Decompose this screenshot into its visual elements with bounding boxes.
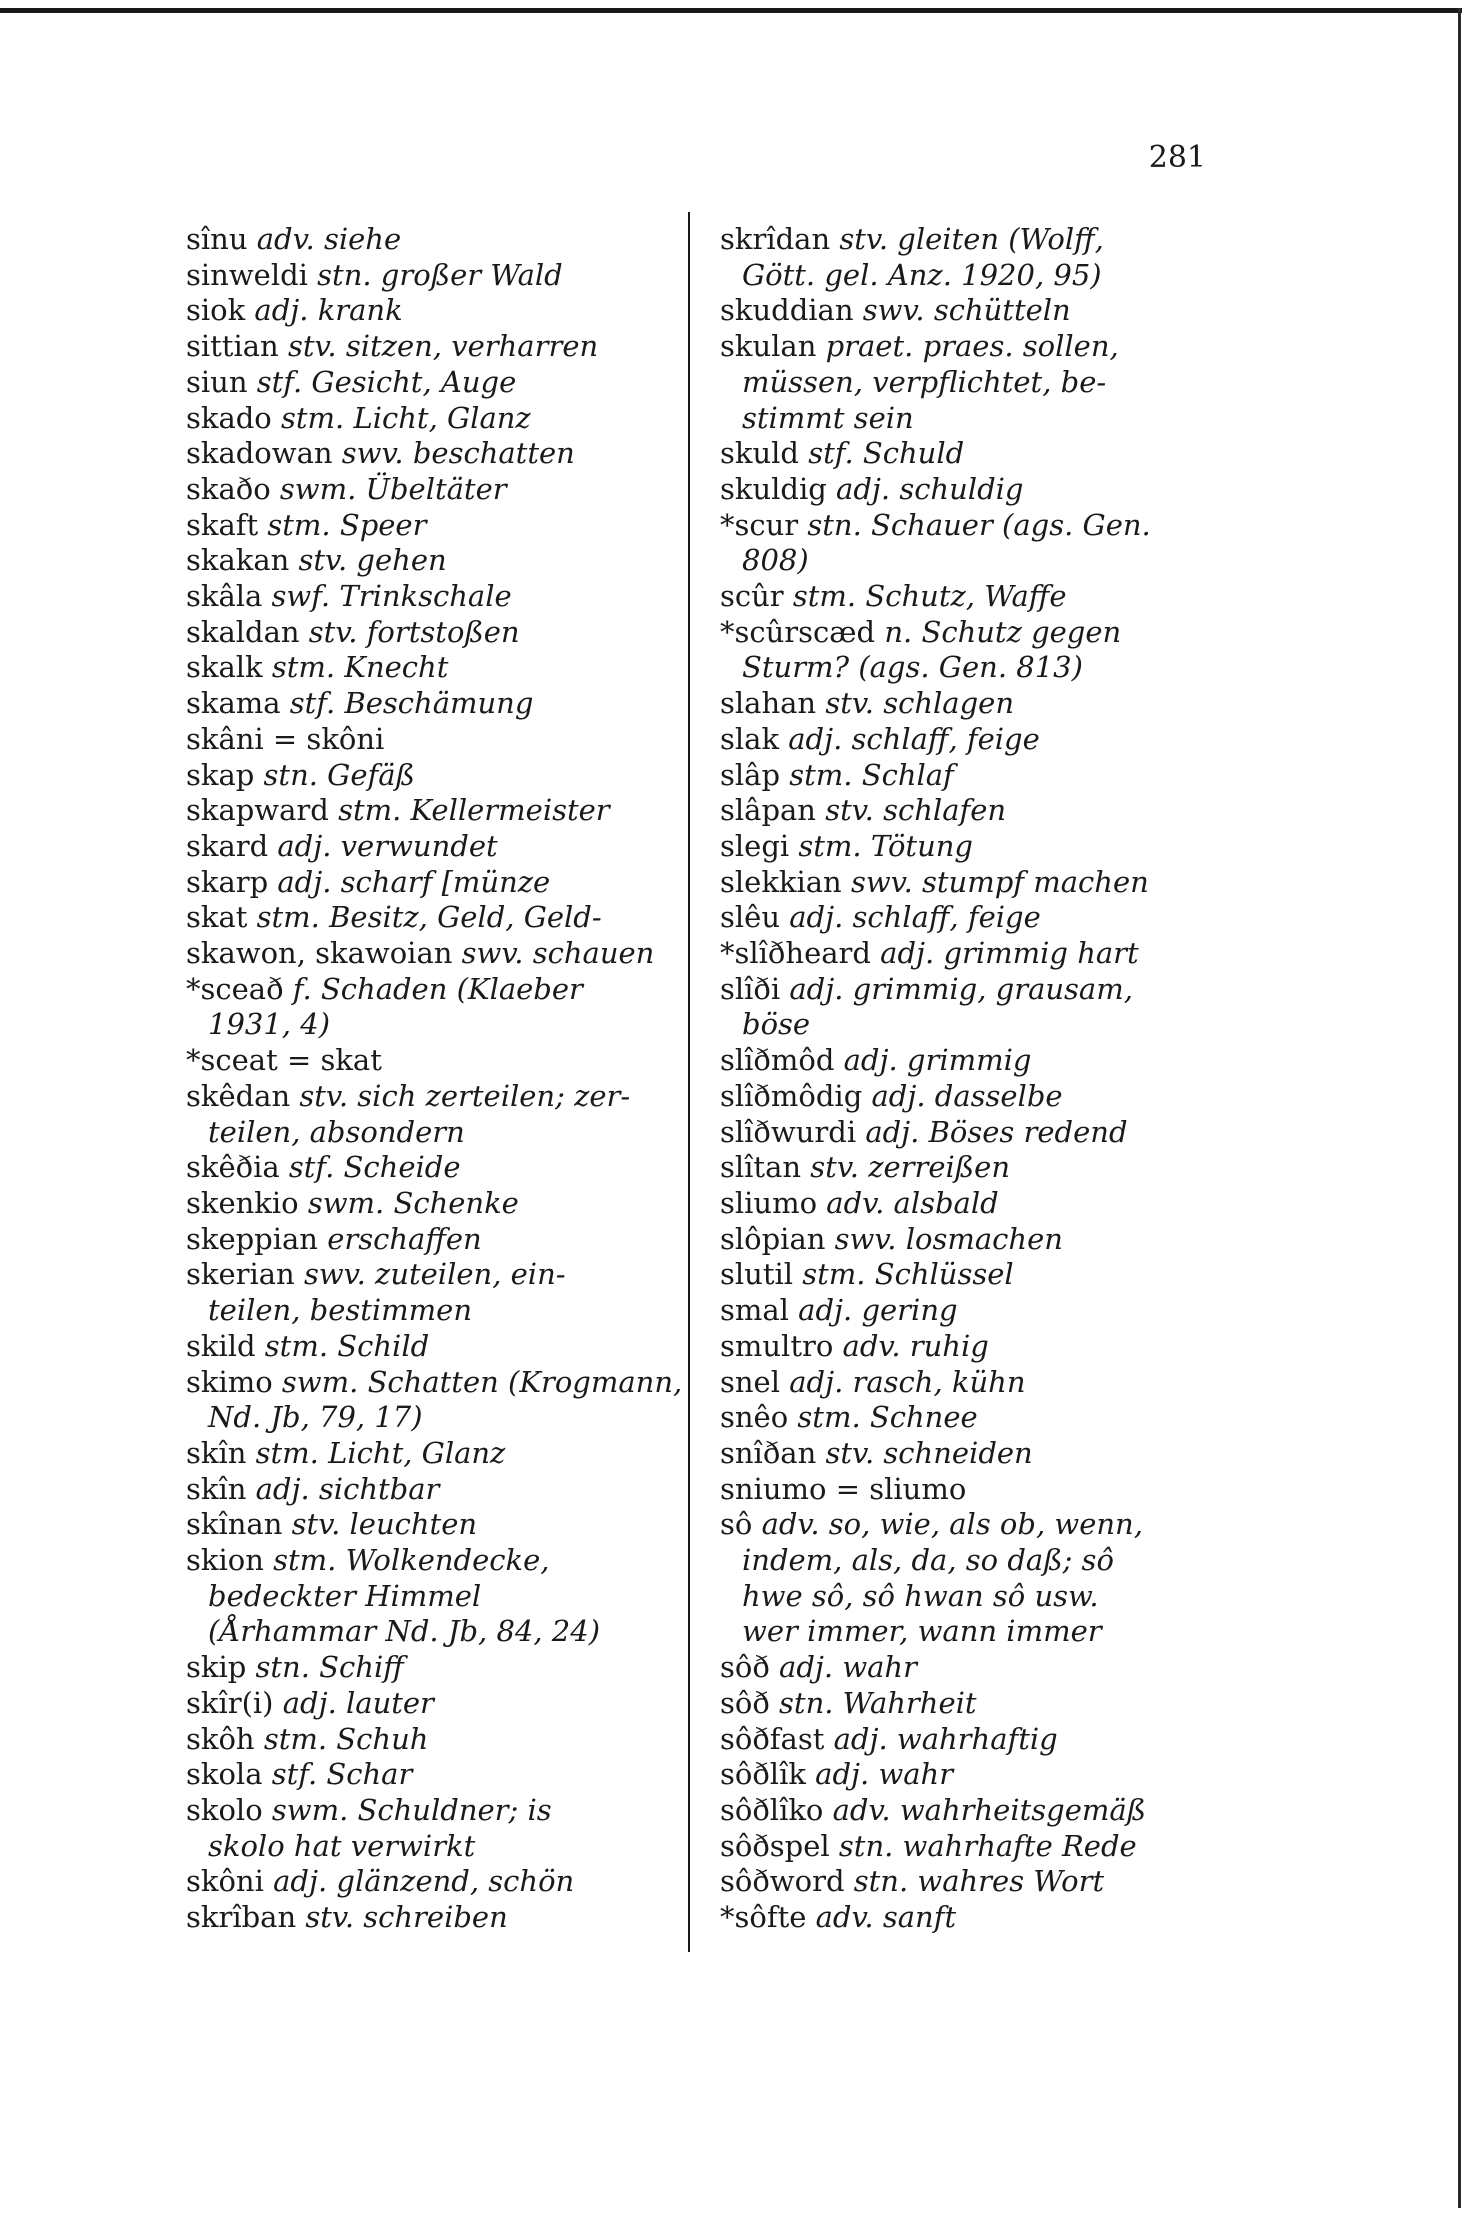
entry-headword: sôðlîk (720, 1757, 806, 1792)
page-number: 281 (1148, 140, 1206, 175)
entry-gloss: swm. Schuldner; is skolo hat verwirkt (208, 1792, 552, 1863)
dictionary-entry (186, 615, 686, 651)
entry-headword: *scûrscæd (720, 614, 876, 649)
dictionary-entry (720, 865, 1230, 901)
entry-headword: smultro (720, 1328, 834, 1363)
entry-headword: skap (186, 757, 255, 792)
entry-gloss: stv. zerreißen (810, 1150, 1011, 1185)
entry-headword: skild (186, 1328, 256, 1363)
dictionary-entry (186, 829, 686, 865)
entry-headword: sôð (720, 1685, 770, 1720)
entry-gloss: swv. zuteilen, ein- teilen, bestimmen (208, 1257, 566, 1328)
entry-headword: slahan (720, 686, 817, 721)
entry-gloss: stm. Schlüssel (802, 1257, 1014, 1292)
entry-gloss: adj. glänzend, schön (273, 1864, 575, 1899)
entry-gloss: swm. Schatten (Krogmann, Nd. Jb, 79, 17) (208, 1364, 683, 1435)
dictionary-entry (186, 472, 686, 508)
dictionary-entry (720, 758, 1230, 794)
dictionary-entry (186, 401, 686, 437)
dictionary-entry (720, 722, 1230, 758)
dictionary-entry (186, 865, 686, 901)
entry-headword: slôpian (720, 1221, 826, 1256)
entry-headword: skaft (186, 507, 259, 542)
entry-gloss: stf. Schuld (808, 436, 965, 471)
entry-gloss: stm. Schild (264, 1328, 430, 1363)
dictionary-entry (186, 1900, 686, 1936)
entry-headword: skôni (186, 1864, 264, 1899)
entry-headword: slîðmôdig (720, 1078, 863, 1113)
dictionary-entry (186, 1222, 686, 1258)
dictionary-entry (720, 293, 1230, 329)
entry-headword: slutil (720, 1257, 794, 1292)
entry-gloss: stn. großer Wald (317, 257, 563, 292)
entry-gloss: adj. krank (254, 293, 403, 328)
entry-headword: sôðword (720, 1864, 845, 1899)
entry-headword: skapward (186, 793, 329, 828)
entry-headword: skuld (720, 436, 799, 471)
dictionary-entry (720, 1757, 1230, 1793)
dictionary-entry (720, 1436, 1230, 1472)
entry-gloss: adj. rasch, kühn (789, 1364, 1026, 1399)
dictionary-entry (186, 543, 686, 579)
entry-gloss: adj. gering (798, 1293, 958, 1328)
dictionary-entry (186, 293, 686, 329)
entry-gloss: swv. schauen (461, 936, 655, 971)
dictionary-entry (720, 793, 1230, 829)
entry-gloss: adj. wahrhaftig (833, 1721, 1058, 1756)
entry-headword: *slîðheard (720, 936, 871, 971)
entry-gloss: adv. siehe (256, 222, 402, 256)
entry-headword: siun (186, 364, 248, 399)
dictionary-entry (720, 1043, 1230, 1079)
dictionary-entry (720, 615, 1230, 686)
dictionary-entry (186, 1079, 686, 1150)
entry-gloss: swf. Trinkschale (271, 579, 512, 614)
dictionary-entry (186, 579, 686, 615)
entry-gloss: adv. ruhig (842, 1328, 989, 1363)
entry-headword: *sceað (186, 971, 284, 1006)
entry-gloss: adj. grimmig, grausam, böse (742, 971, 1133, 1042)
dictionary-entry (186, 329, 686, 365)
entry-gloss: swm. Schenke (307, 1185, 519, 1220)
entry-gloss: adj. schuldig (836, 471, 1024, 506)
dictionary-entry (186, 722, 686, 758)
dictionary-entry (720, 686, 1230, 722)
entry-gloss: adj. dasselbe (871, 1078, 1063, 1113)
entry-gloss: stv. schlagen (825, 686, 1014, 721)
dictionary-entry (720, 1864, 1230, 1900)
entry-headword: skola (186, 1757, 263, 1792)
entry-gloss: stm. Schnee (797, 1400, 978, 1435)
dictionary-entry (720, 1115, 1230, 1151)
entry-headword: skrîban (186, 1900, 297, 1935)
dictionary-entry (720, 222, 1230, 293)
entry-gloss: stn. wahres Wort (853, 1864, 1105, 1899)
dictionary-entry (720, 1222, 1230, 1258)
dictionary-entry (186, 258, 686, 294)
entry-headword: *sceat = skat (186, 1043, 382, 1078)
entry-gloss: adv. alsbald (826, 1185, 999, 1220)
dictionary-entry (720, 579, 1230, 615)
entry-gloss: stv. leuchten (291, 1507, 478, 1542)
entry-headword: skarp (186, 864, 269, 899)
entry-gloss: stm. Wolkendecke, bedeckter Himmel (Århammar Nd. Jb, 84, 24) (208, 1543, 601, 1649)
dictionary-entry (720, 900, 1230, 936)
entry-headword: siok (186, 293, 246, 328)
entry-gloss: stm. Besitz, Geld, Geld- (256, 900, 602, 935)
entry-headword: slak (720, 721, 780, 756)
entry-headword: sniumo = sliumo (720, 1471, 967, 1506)
entry-gloss: stm. Schlaf (789, 757, 954, 792)
entry-headword: skîn (186, 1435, 247, 1470)
entry-gloss: stm. Schutz, Waffe (792, 579, 1067, 614)
page-right-edge (1458, 8, 1461, 2208)
entry-headword: skion (186, 1543, 264, 1578)
dictionary-entry (186, 1722, 686, 1758)
dictionary-entry (720, 1079, 1230, 1115)
dictionary-entry (720, 1650, 1230, 1686)
entry-gloss: stf. Gesicht, Auge (256, 364, 517, 399)
dictionary-entry (186, 1186, 686, 1222)
dictionary-entry (720, 1900, 1230, 1936)
entry-gloss: stm. Speer (267, 507, 427, 542)
entry-headword: skuddian (720, 293, 854, 328)
dictionary-entry (720, 1507, 1230, 1650)
dictionary-entry (186, 972, 686, 1043)
dictionary-entry (720, 329, 1230, 436)
entry-gloss: stv. sich zerteilen; zer- teilen, absondern (208, 1078, 631, 1149)
dictionary-entry (720, 829, 1230, 865)
entry-gloss: adj. lauter (282, 1685, 434, 1720)
entry-gloss: f. Schaden (Klaeber 1931, 4) (208, 971, 583, 1042)
entry-gloss: stm. Licht, Glanz (255, 1435, 506, 1470)
entry-gloss: swv. stumpf machen (850, 864, 1149, 899)
entry-headword: slâp (720, 757, 781, 792)
entry-gloss: stv. schneiden (825, 1435, 1033, 1470)
entry-gloss: erschaffen (327, 1221, 482, 1256)
entry-headword: slîðwurdi (720, 1114, 857, 1149)
entry-gloss: stf. Schar (271, 1757, 413, 1792)
entry-gloss: stm. Schuh (263, 1721, 429, 1756)
page-top-edge (0, 8, 1462, 13)
dictionary-entry (186, 1507, 686, 1543)
entry-headword: skeppian (186, 1221, 318, 1256)
entry-headword: sînu (186, 222, 248, 256)
entry-gloss: stv. sitzen, verharren (287, 329, 599, 364)
dictionary-entry (186, 1329, 686, 1365)
dictionary-entry (720, 1329, 1230, 1365)
entry-gloss: swv. beschatten (341, 436, 575, 471)
entry-headword: skâla (186, 579, 263, 614)
entry-headword: skînan (186, 1507, 283, 1542)
dictionary-entry (186, 1257, 686, 1328)
dictionary-entry (186, 1043, 686, 1079)
entry-headword: skimo (186, 1364, 273, 1399)
dictionary-entry (186, 758, 686, 794)
entry-gloss: adv. sanft (815, 1900, 957, 1935)
entry-gloss: adj. schlaff, feige (789, 900, 1041, 935)
entry-headword: snîðan (720, 1435, 817, 1470)
entry-headword: skat (186, 900, 248, 935)
dictionary-entry (186, 1472, 686, 1508)
entry-headword: sôðlîko (720, 1792, 824, 1827)
entry-headword: skip (186, 1650, 247, 1685)
entry-gloss: stf. Beschämung (289, 686, 534, 721)
entry-headword: skenkio (186, 1185, 299, 1220)
dictionary-entry (720, 1722, 1230, 1758)
entry-gloss: stn. Schauer (ags. Gen. 808) (742, 507, 1151, 578)
dictionary-entry (186, 1793, 686, 1864)
entry-headword: sinweldi (186, 257, 308, 292)
entry-headword: skakan (186, 543, 290, 578)
dictionary-entry (186, 1686, 686, 1722)
entry-gloss: stm. Licht, Glanz (281, 400, 531, 435)
entry-gloss: adj. sichtbar (255, 1471, 440, 1506)
entry-gloss: stm. Kellermeister (338, 793, 610, 828)
entry-gloss: adj. schlaff, feige (788, 721, 1040, 756)
entry-headword: slîtan (720, 1150, 802, 1185)
entry-headword: skrîdan (720, 222, 831, 256)
entry-gloss: stn. Schiff (255, 1650, 404, 1685)
entry-headword: slîðmôd (720, 1043, 835, 1078)
entry-headword: snel (720, 1364, 780, 1399)
entry-headword: skerian (186, 1257, 295, 1292)
entry-headword: skalk (186, 650, 263, 685)
dictionary-entry (186, 1150, 686, 1186)
entry-headword: skama (186, 686, 281, 721)
entry-headword: *sôfte (720, 1900, 807, 1935)
dictionary-entry (186, 793, 686, 829)
entry-gloss: stv. schlafen (825, 793, 1007, 828)
entry-gloss: stm. Knecht (271, 650, 449, 685)
entry-headword: slegi (720, 828, 790, 863)
entry-gloss: adj. grimmig hart (880, 936, 1139, 971)
dictionary-entry (186, 1757, 686, 1793)
entry-gloss: swv. schütteln (862, 293, 1071, 328)
entry-gloss: stm. Tötung (798, 828, 973, 863)
dictionary-entry (720, 1686, 1230, 1722)
entry-headword: slekkian (720, 864, 842, 899)
dictionary-entry (186, 686, 686, 722)
dictionary-entry (720, 1793, 1230, 1829)
entry-headword: skîr(i) (186, 1685, 274, 1720)
entry-headword: skêðia (186, 1150, 280, 1185)
entry-headword: skâni = skôni (186, 721, 385, 756)
entry-gloss: stv. fortstoßen (308, 614, 520, 649)
dictionary-entry (720, 1365, 1230, 1401)
entry-gloss: stv. gehen (298, 543, 447, 578)
entry-headword: slêu (720, 900, 780, 935)
entry-headword: scûr (720, 579, 784, 614)
right-column (720, 222, 1230, 1936)
entry-headword: sittian (186, 329, 279, 364)
entry-gloss: adv. so, wie, als ob, wenn, indem, als, da, so daß; sô hwe sô, sô hwan sô usw. wer immer, wann immer (742, 1507, 1143, 1649)
dictionary-entry (720, 1293, 1230, 1329)
entry-headword: skadowan (186, 436, 333, 471)
entry-gloss: n. Schutz gegen Sturm? (ags. Gen. 813) (742, 614, 1122, 685)
entry-gloss: swm. Übeltäter (279, 471, 507, 506)
entry-gloss: stn. wahrhafte Rede (838, 1828, 1137, 1863)
entry-headword: sôðfast (720, 1721, 825, 1756)
entry-headword: skawon, skawoian (186, 936, 453, 971)
dictionary-entry (186, 1436, 686, 1472)
dictionary-entry (186, 365, 686, 401)
dictionary-entry (720, 436, 1230, 472)
entry-headword: sô (720, 1507, 753, 1542)
entry-gloss: adj. Böses redend (865, 1114, 1128, 1149)
entry-headword: skuldig (720, 471, 827, 506)
entry-headword: skaldan (186, 614, 300, 649)
entry-headword: skôh (186, 1721, 255, 1756)
dictionary-entry (720, 1186, 1230, 1222)
entry-headword: sôðspel (720, 1828, 830, 1863)
entry-headword: skîn (186, 1471, 247, 1506)
dictionary-entry (186, 900, 686, 936)
entry-headword: *scur (720, 507, 799, 542)
dictionary-entry (186, 1365, 686, 1436)
dictionary-entry (720, 1150, 1230, 1186)
entry-headword: skolo (186, 1792, 263, 1827)
entry-headword: skulan (720, 329, 817, 364)
entry-gloss: adj. verwundet (277, 828, 498, 863)
entry-gloss: adj. grimmig (843, 1043, 1032, 1078)
entry-headword: skado (186, 400, 272, 435)
entry-gloss: adj. wahr (815, 1757, 954, 1792)
entry-headword: sôð (720, 1650, 770, 1685)
dictionary-entry (186, 436, 686, 472)
dictionary-entry (720, 1829, 1230, 1865)
entry-headword: smal (720, 1293, 789, 1328)
entry-headword: sliumo (720, 1185, 818, 1220)
entry-gloss: adj. wahr (779, 1650, 917, 1685)
dictionary-entry (186, 1543, 686, 1650)
entry-gloss: stv. gleiten (Wolff, Gött. gel. Anz. 1920, 95) (742, 222, 1104, 292)
entry-headword: slîði (720, 971, 781, 1006)
entry-gloss: adv. wahrheitsgemäß (832, 1792, 1147, 1827)
entry-gloss: stn. Gefäß (263, 757, 415, 792)
dictionary-entry (186, 1650, 686, 1686)
dictionary-entry (720, 1400, 1230, 1436)
entry-gloss: praet. praes. sollen, müssen, verpflichtet, be- stimmt sein (742, 329, 1119, 435)
dictionary-entry (720, 1257, 1230, 1293)
dictionary-entry (720, 508, 1230, 579)
entry-gloss: stv. schreiben (305, 1900, 508, 1935)
dictionary-entry (720, 936, 1230, 972)
column-divider (688, 212, 690, 1952)
entry-gloss: adj. scharf [münze (277, 864, 551, 899)
entry-headword: slâpan (720, 793, 816, 828)
dictionary-entry (720, 972, 1230, 1043)
dictionary-entry (186, 936, 686, 972)
dictionary-entry (186, 650, 686, 686)
dictionary-entry (186, 508, 686, 544)
entry-headword: snêo (720, 1400, 789, 1435)
dictionary-entry (186, 1864, 686, 1900)
entry-gloss: stn. Wahrheit (779, 1685, 977, 1720)
dictionary-entry (720, 472, 1230, 508)
left-column (186, 222, 686, 1936)
dictionary-entry (186, 222, 686, 258)
entry-headword: skard (186, 828, 269, 863)
entry-gloss: stf. Scheide (288, 1150, 461, 1185)
entry-headword: skêdan (186, 1078, 291, 1113)
entry-headword: skaðo (186, 471, 271, 506)
dictionary-entry (720, 1472, 1230, 1508)
entry-gloss: swv. losmachen (834, 1221, 1063, 1256)
